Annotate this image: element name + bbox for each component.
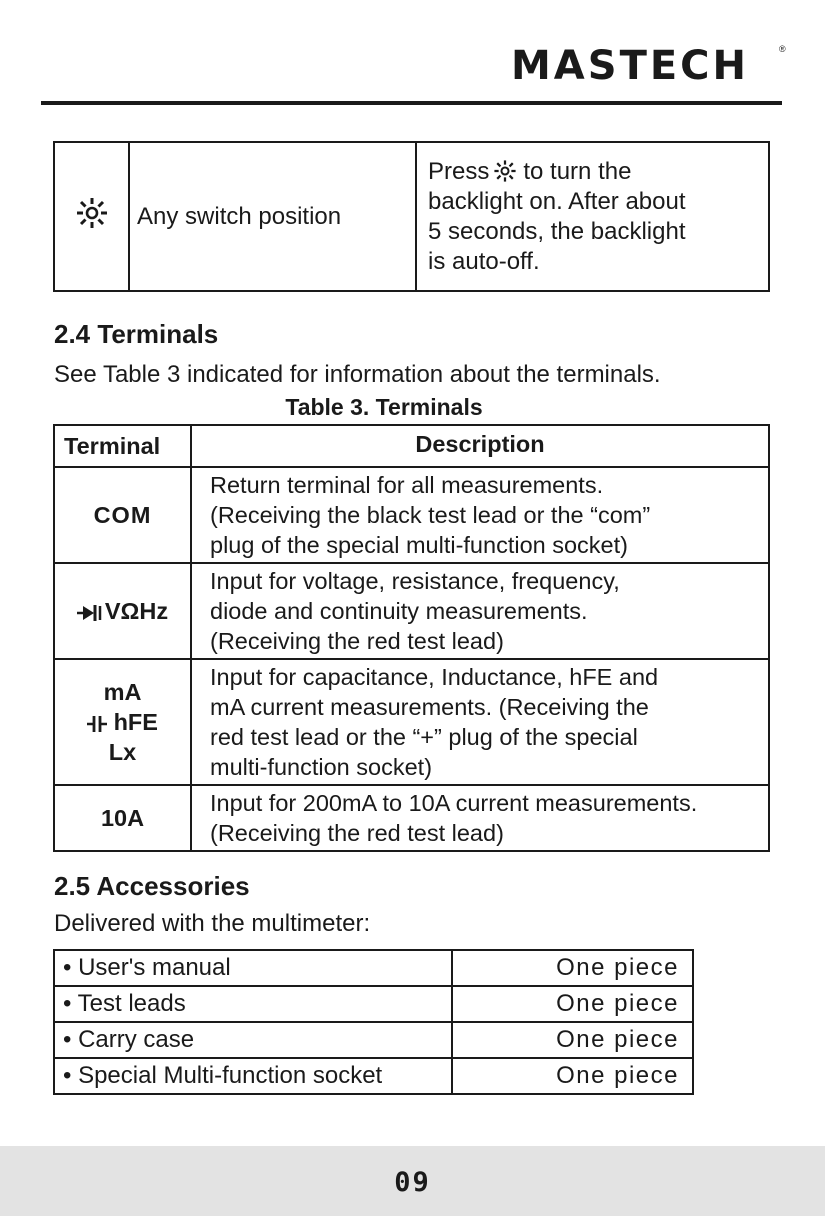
terminal-description	[191, 659, 769, 785]
column-header-terminal: Terminal	[54, 425, 191, 467]
table-row	[54, 467, 769, 563]
backlight-table	[53, 141, 770, 292]
page-number: 09	[394, 1167, 431, 1198]
description-line: (Receiving the red test lead)	[210, 628, 504, 654]
accessory-quantity: One piece	[452, 986, 693, 1022]
terminal-label: 10A	[54, 785, 191, 851]
terminal-label-text: Lx	[108, 739, 137, 765]
terminal-label	[54, 659, 191, 785]
column-header-description: Description	[191, 425, 769, 467]
terminal-label-hfe-line	[55, 707, 190, 737]
header-rule	[41, 101, 782, 105]
switch-position-cell: Any switch position	[129, 142, 416, 291]
backlight-icon-cell	[54, 142, 129, 291]
terminal-description	[191, 467, 769, 563]
table-row	[54, 1058, 693, 1094]
diode-icon	[77, 603, 105, 623]
table-row	[54, 659, 769, 785]
table-row	[54, 785, 769, 851]
terminal-label	[54, 563, 191, 659]
description-line: (Receiving the black test lead or the “com”	[210, 502, 651, 528]
backlight-description-line: Press to turn the	[428, 158, 632, 185]
description-line: red test lead or the “+” plug of the special	[210, 724, 638, 750]
description-line: diode and continuity measurements.	[210, 598, 588, 624]
terminal-description	[191, 785, 769, 851]
description-line: multi-function socket)	[210, 754, 433, 780]
table-header-row	[54, 425, 769, 467]
section-heading-accessories: 2.5 Accessories	[54, 871, 250, 901]
terminals-intro: See Table 3 indicated for information about the terminals.	[54, 361, 661, 388]
table-caption: Table 3. Terminals	[285, 394, 483, 420]
accessory-quantity: One piece	[452, 1022, 693, 1058]
terminal-label-text: mA	[103, 679, 142, 705]
accessories-table	[53, 949, 694, 1095]
description-line: mA current measurements. (Receiving the	[210, 694, 649, 720]
accessory-name: • Carry case	[54, 1022, 452, 1058]
section-heading-terminals: 2.4 Terminals	[54, 319, 219, 349]
accessory-name: • Special Multi-function socket	[54, 1058, 452, 1094]
terminals-table	[53, 424, 770, 852]
description-line: Input for voltage, resistance, frequency,	[210, 568, 620, 594]
description-line: plug of the special multi-function socket)	[210, 532, 628, 558]
brand-logo: MASTECH	[511, 43, 750, 89]
backlight-description-cell	[416, 142, 769, 291]
table-row	[54, 950, 693, 986]
backlight-description-line: is auto-off.	[428, 248, 540, 275]
accessory-quantity: One piece	[452, 1058, 693, 1094]
description-line: Return terminal for all measurements.	[210, 472, 604, 498]
terminal-label: COM	[54, 467, 191, 563]
backlight-row	[54, 142, 769, 291]
accessories-intro: Delivered with the multimeter:	[54, 910, 371, 937]
terminal-label-text: VΩHz	[104, 598, 169, 624]
capacitor-icon	[87, 714, 107, 734]
accessory-name: • Test leads	[54, 986, 452, 1022]
description-line: (Receiving the red test lead)	[210, 820, 504, 846]
description-line: Input for 200mA to 10A current measurements.	[210, 790, 698, 816]
terminal-description	[191, 563, 769, 659]
description-line: Input for capacitance, Inductance, hFE and	[210, 664, 659, 690]
terminal-label-text: hFE	[113, 709, 158, 735]
accessory-name: • User's manual	[54, 950, 452, 986]
accessory-quantity: One piece	[452, 950, 693, 986]
table-row	[54, 986, 693, 1022]
backlight-description-line: backlight on. After about	[428, 188, 686, 215]
table-row	[54, 563, 769, 659]
registered-mark: ®	[779, 44, 786, 54]
table-row	[54, 1022, 693, 1058]
backlight-sun-icon	[493, 159, 517, 183]
backlight-sun-icon	[75, 196, 109, 230]
backlight-description-line: 5 seconds, the backlight	[428, 218, 686, 245]
